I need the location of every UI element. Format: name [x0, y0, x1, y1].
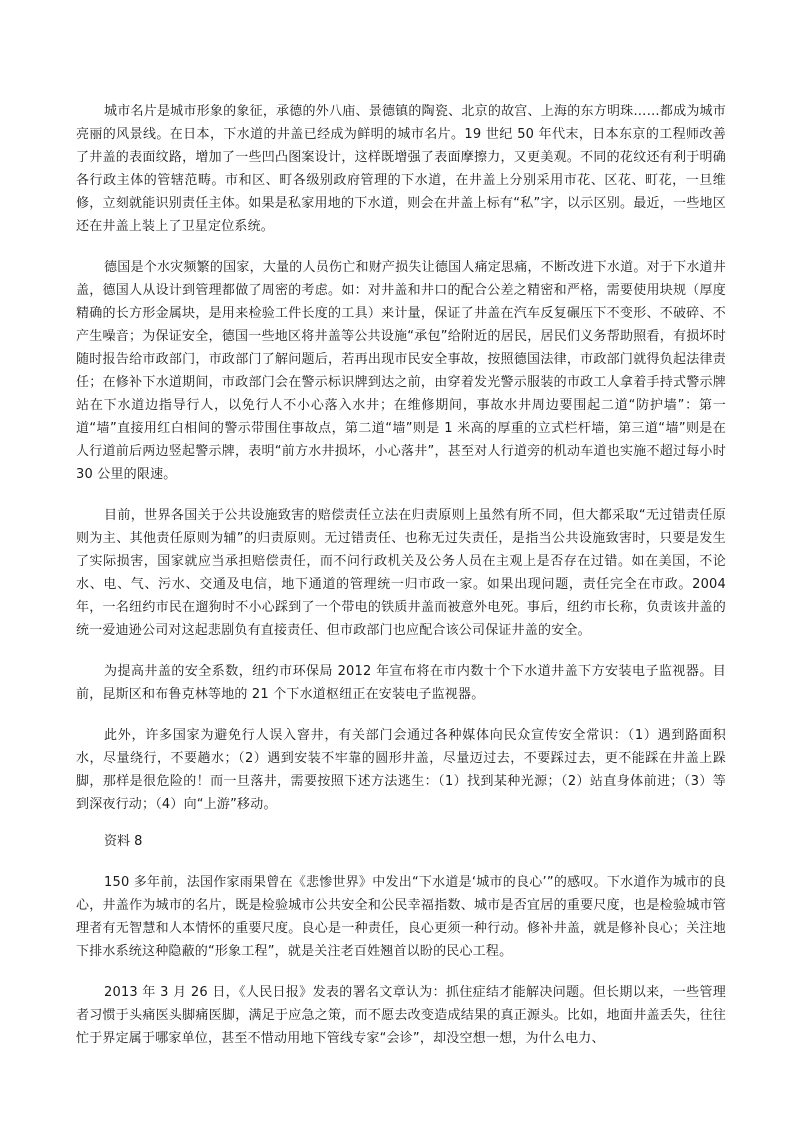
section-label: 资料 8 — [104, 834, 143, 849]
paragraph-hugo: 150 多年前，法国作家雨果曾在《悲惨世界》中发出“下水道是‘城市的良心’”的感叹。下水道作为城市的良心，井盖作为城市的名片，既是检验城市公共安全和公民幸福指数、城市是否宜居的重要尺度，也是检验城市管理者有无智慧和人本情怀的重要尺度。良心是一种责任，良心更须一种行动。修补井盖，就是修补良心；关注地下排水系统这种隐蔽的“形象工程”，就是关注老百姓翘首以盼的民心工程。 — [76, 875, 726, 959]
paragraph-peoples-daily: 2013 年 3 月 26 日，《人民日报》发表的署名文章认为：抓住症结才能解决问题。但长期以来，一些管理者习惯于头痛医头脚痛医脚，满足于应急之策，而不愿去改变造成结果的真正源头。比如，地面井盖丢失，往往忙于界定属于哪家单位，甚至不惜动用地下管线专家“会诊”，却没空想一想，为什么电力、 — [76, 985, 726, 1046]
paragraph-city-card: 城市名片是城市形象的象征，承德的外八庙、景德镇的陶瓷、北京的故宫、上海的东方明珠……都成为城市亮丽的风景线。在日本，下水道的井盖已经成为鲜明的城市名片。19 世纪 50 年代末，日本东京的工程师改善了井盖的表面纹路，增加了一些凹凸图案设计，这样既增强了表面摩擦力，又更美观。不同的花纹还有利于明确各行政主体的管辖范畴。市和区、町各级别政府管理的下水道，在井盖上分别采用市花、区花、町花，一旦维修，立刻就能识别责任主体。如果是私家用地的下水道，则会在井盖上标有“私”字，以示区别。最近，一些地区还在井盖上装上了卫星定位系统。 — [76, 104, 726, 234]
paragraph-liability: 目前，世界各国关于公共设施致害的赔偿责任立法在归责原则上虽然有所不同，但大都采取“无过错责任原则为主、其他责任原则为辅”的归责原则。无过错责任、也称无过失责任，是指当公共设施致害时，只要是发生了实际损害，国家就应当承担赔偿责任，而不问行政机关及公务人员在主观上是否存在过错。如在美国，不论水、电、气、污水、交通及电信，地下通道的管理统一归市政一家。如果出现问题，责任完全在市政。2004 年，一名纽约市民在遛狗时不小心踩到了一个带电的铁质井盖而被意外电死。事后，纽约市长称，负责该井盖的统一爱迪逊公司对这起悲剧负有直接责任、但市政部门也应配合该公司保证井盖的安全。 — [76, 508, 726, 638]
document-body — [76, 100, 726, 1050]
paragraph-new-york-monitors: 为提高井盖的安全系数，纽约市环保局 2012 年宣布将在市内数十个下水道井盖下方安装电子监视器。目前，昆斯区和布鲁克林等地的 21 个下水道枢纽正在安装电子监视器。 — [76, 664, 726, 702]
paragraph-safety-tips: 此外，许多国家为避免行人误入窨井，有关部门会通过各种媒体向民众宣传安全常识：（1）遇到路面积水，尽量绕行，不要趟水；（2）遇到安装不牢靠的圆形井盖，尽量迈过去，不要踩过去，更不能踩在井盖上跺脚，那样是很危险的！而一旦落井，需要按照下述方法逃生：（1）找到某种光源；（2）站直身体前进；（3）等到深夜行动；（4）向“上游”移动。 — [76, 728, 726, 812]
paragraph-germany: 德国是个水灾频繁的国家，大量的人员伤亡和财产损失让德国人痛定思痛，不断改进下水道。对于下水道井盖，德国人从设计到管理都做了周密的考虑。如：对井盖和井口的配合公差之精密和严格，需要使用块规（厚度精确的长方形金属块，是用来检验工件长度的工具）来计量，保证了井盖在汽车反复碾压下不变形、不破碎、不产生噪音；为保证安全，德国一些地区将井盖等公共设施“承包”给附近的居民，居民们义务帮助照看，有损坏时随时报告给市政部门，市政部门了解问题后，若再出现市民安全事故，按照德国法律，市政部门就得负起法律责任；在修补下水道期间，市政部门会在警示标识牌到达之前，由穿着发光警示服装的市政工人拿着手持式警示牌站在下水道边指导行人，以免行人不小心落入水井；在维修期间，事故水井周边要围起二道“防护墙”：第一道“墙”直接用红白相间的警示带围住事故点，第二道“墙”则是 1 米高的厚重的立式栏杆墙，第三道“墙”则是在人行道前后两边竖起警示牌，表明“前方水井损坏，小心落井”，甚至对人行道旁的机动车道也实施不超过每小时 30 公里的限速。 — [76, 260, 726, 482]
